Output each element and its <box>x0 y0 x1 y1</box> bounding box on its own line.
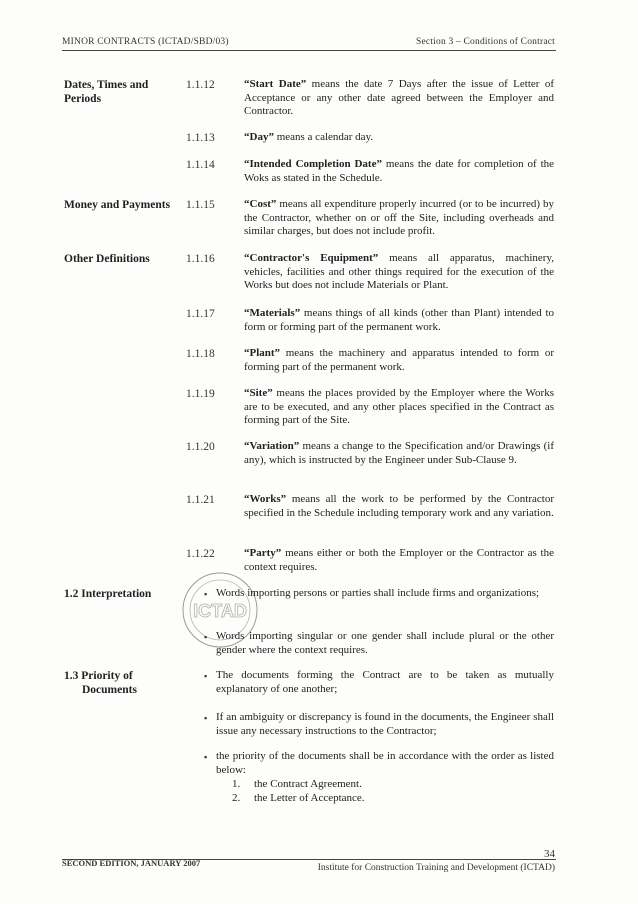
priority-list-item-2: the Letter of Acceptance. <box>254 792 365 804</box>
definition-text: means the date for completion of the Woks as stated in the Schedule. <box>244 158 555 184</box>
stamp-text: ICTAD <box>193 601 247 621</box>
bullet-marker: ▪ <box>204 752 208 762</box>
bullet-marker: ▪ <box>204 713 208 723</box>
clause-number: 1.1.17 <box>186 308 215 320</box>
definition-text: means the places provided by the Employer where the Works are to be executed, and any other places specified in the Contract as forming part of the Site. <box>244 387 554 426</box>
priority-list-number: 2. <box>232 792 241 804</box>
interpretation-bullet-2: Words importing singular or one gender shall include plural or the other gender where the context requires. <box>216 630 554 656</box>
definition-plant <box>244 347 554 374</box>
heading-dates-times-periods: Dates, Times and Periods <box>64 79 149 105</box>
definition-intended-completion-date <box>244 158 554 185</box>
definition-text: means either or both the Employer or the Contractor as the context requires. <box>244 547 554 573</box>
definition-cost <box>244 198 554 239</box>
interpretation-bullet-1: Words importing persons or parties shall include firms and organizations; <box>216 587 540 599</box>
header-rule <box>62 50 556 51</box>
footer-edition: SECOND EDITION, JANUARY 2007 <box>62 858 201 868</box>
priority-list-number: 1. <box>232 778 241 790</box>
definition-text: means all expenditure properly incurred (or to be incurred) by the Contractor, whether on or off the Site, including overheads and similar charges, but does not include profit. <box>244 198 554 237</box>
defined-term: “Variation” <box>244 440 300 452</box>
heading-priority-of-documents <box>64 669 182 697</box>
heading-priority-line-2: Documents <box>82 684 137 696</box>
priority-list-item-1: the Contract Agreement. <box>254 778 362 790</box>
defined-term: “Materials” <box>244 307 301 319</box>
definition-text: means the machinery and apparatus intended to form or forming part of the permanent work. <box>244 347 554 373</box>
running-header-title: MINOR CONTRACTS (ICTAD/SBD/03) <box>62 37 229 47</box>
defined-term: “Site” <box>244 387 273 399</box>
clause-number: 1.1.15 <box>186 199 215 211</box>
priority-bullet-3: the priority of the documents shall be in accordance with the order as listed below: <box>216 750 554 776</box>
defined-term: “Day” <box>244 131 274 143</box>
definition-start-date <box>244 78 554 119</box>
heading-priority-line-1: 1.3 Priority of <box>64 670 133 682</box>
definition-party <box>244 547 554 574</box>
priority-bullet-2: If an ambiguity or discrepancy is found in the documents, the Engineer shall issue any necessary instructions to the Contractor; <box>216 711 554 737</box>
heading-interpretation: 1.2 Interpretation <box>64 588 152 600</box>
clause-number: 1.1.19 <box>186 388 215 400</box>
heading-other-definitions: Other Definitions <box>64 253 150 265</box>
bullet-marker: ▪ <box>204 632 208 642</box>
clause-number: 1.1.14 <box>186 159 215 171</box>
footer-institute: Institute for Construction Training and Development (ICTAD) <box>317 863 555 873</box>
priority-bullet-1: The documents forming the Contract are to be taken as mutually explanatory of one another; <box>216 669 554 695</box>
definition-contractors-equipment <box>244 252 554 293</box>
definition-day <box>244 131 554 145</box>
defined-term: “Party” <box>244 547 282 559</box>
defined-term: “Plant” <box>244 347 281 359</box>
definition-variation <box>244 440 554 467</box>
definition-text: means a calendar day. <box>273 131 374 143</box>
definition-text: means things of all kinds (other than Plant) intended to form or forming part of the permanent work. <box>244 307 554 333</box>
clause-number: 1.1.20 <box>186 441 215 453</box>
definition-text: means a change to the Specification and/or Drawings (if any), which is instructed by the Engineer under Sub-Clause 9. <box>244 440 554 466</box>
defined-term: “Contractor's Equipment” <box>244 252 379 264</box>
clause-number: 1.1.21 <box>186 494 215 506</box>
definition-works <box>244 493 554 520</box>
definition-site <box>244 387 554 428</box>
clause-number: 1.1.16 <box>186 253 215 265</box>
defined-term: “Start Date” <box>244 78 307 90</box>
clause-number: 1.1.13 <box>186 132 215 144</box>
definition-materials <box>244 307 554 334</box>
definition-text: means all the work to be performed by the Contractor specified in the Schedule including temporary work and any variation. <box>244 493 554 519</box>
definition-text: means all apparatus, machinery, vehicles, facilities and other things required for the execution of the Works but does not include Materials or Plant. <box>244 252 554 291</box>
defined-term: “Cost” <box>244 198 277 210</box>
running-header-section: Section 3 – Conditions of Contract <box>416 37 555 47</box>
clause-number: 1.1.12 <box>186 79 215 91</box>
clause-number: 1.1.22 <box>186 548 215 560</box>
clause-number: 1.1.18 <box>186 348 215 360</box>
page-number: 34 <box>544 848 555 860</box>
bullet-marker: ▪ <box>204 671 208 681</box>
definition-text: means the date 7 Days after the issue of Letter of Acceptance or any other date agreed between the Employer and Contractor. <box>244 78 555 117</box>
defined-term: “Intended Completion Date” <box>244 158 382 170</box>
bullet-marker: ▪ <box>204 589 208 599</box>
defined-term: “Works” <box>244 493 287 505</box>
heading-money-payments: Money and Payments <box>64 199 171 211</box>
